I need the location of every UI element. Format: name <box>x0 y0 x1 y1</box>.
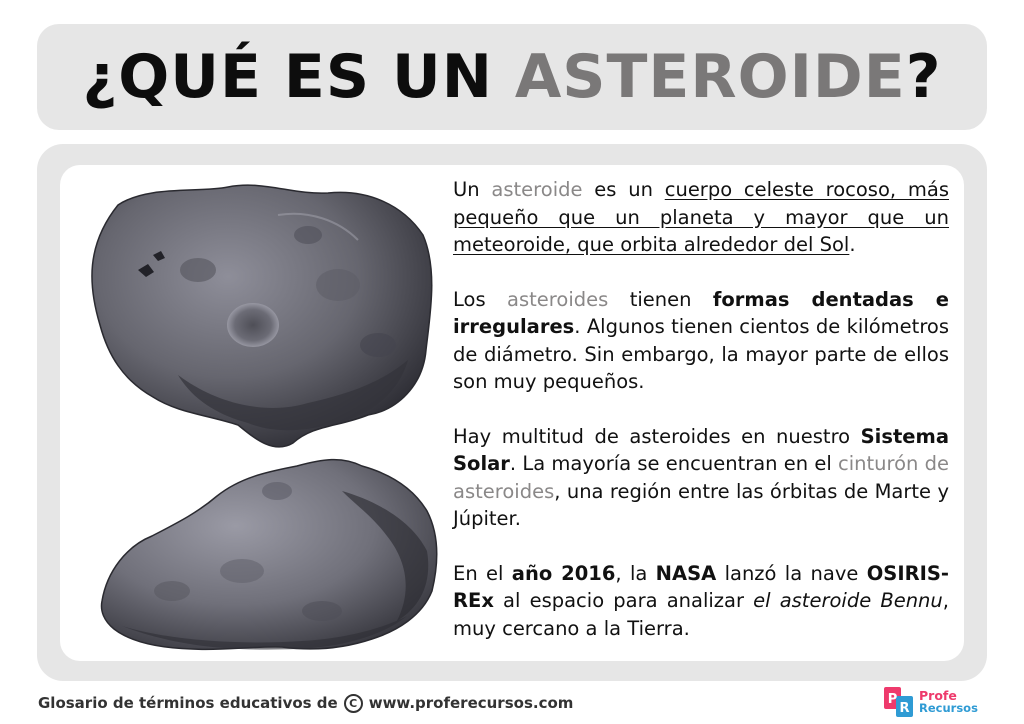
text: Un <box>453 178 492 201</box>
title-banner <box>37 24 987 130</box>
proferecursos-logo[interactable] <box>884 686 994 718</box>
paragraph-location <box>453 423 949 533</box>
text: , una región entre las órbitas de Marte y Júpiter. <box>453 479 949 530</box>
content-card <box>60 165 964 661</box>
paragraph-shape <box>453 286 949 396</box>
paragraph-nasa <box>453 560 949 643</box>
definition-text <box>453 176 949 642</box>
logo-letter-p: P <box>887 692 898 707</box>
text: Los <box>453 287 508 311</box>
logo-mark-icon <box>884 687 914 717</box>
bold-year: año 2016 <box>511 561 616 585</box>
asteroid-image-top <box>78 175 438 455</box>
text: lanzó la nave <box>716 561 867 585</box>
page-title <box>82 42 941 112</box>
logo-letter-r: R <box>899 701 910 716</box>
keyword-cinturon: cinturón de asteroides <box>453 452 949 503</box>
logo-word-recursos: Recursos <box>919 701 978 715</box>
keyword-asteroides: asteroides <box>507 287 609 311</box>
content-frame <box>37 144 987 681</box>
text: . <box>849 233 856 256</box>
asteroid-image-bottom <box>92 451 442 656</box>
text: . Algunos tienen cientos de kilómetros de diámetro. Sin embargo, la mayor parte de ellos son muy pequeños. <box>453 315 949 393</box>
title-accent: ASTEROIDE <box>514 42 906 112</box>
text: , muy cercano a la Tierra. <box>453 589 949 640</box>
text: al espacio para analizar <box>493 589 754 612</box>
footer-credit <box>38 690 573 716</box>
bold-osiris-rex: OSIRIS-REx <box>453 561 949 612</box>
title-question-mark: ? <box>905 42 942 112</box>
text: , la <box>615 561 656 585</box>
title-main: ¿QUÉ ES UN <box>82 42 493 112</box>
text: . La mayoría se encuentran en el <box>509 452 838 475</box>
paragraph-definition <box>453 176 949 259</box>
logo-word-profe: Profe <box>919 688 957 703</box>
text: tienen <box>608 287 713 311</box>
bold-formas: formas dentadas e irregulares <box>453 287 950 338</box>
keyword-asteroide: asteroide <box>491 178 583 201</box>
footer-url[interactable]: www.proferecursos.com <box>368 694 574 712</box>
definition-underlined: cuerpo celeste rocoso, más pequeño que un planeta y mayor que un meteoroide, que orbita alrededor del Sol <box>453 178 949 256</box>
footer-label: Glosario de términos educativos de <box>38 694 338 712</box>
text: es un <box>582 178 665 201</box>
text: En el <box>453 561 512 585</box>
text: Hay multitud de asteroides en nuestro <box>453 424 861 448</box>
bold-sistema-solar: Sistema Solar <box>453 424 949 475</box>
italic-bennu: el asteroide Bennu <box>753 589 943 612</box>
bold-nasa: NASA <box>655 561 717 585</box>
copyright-icon: C <box>344 694 363 713</box>
logo-wordmark <box>919 689 978 715</box>
